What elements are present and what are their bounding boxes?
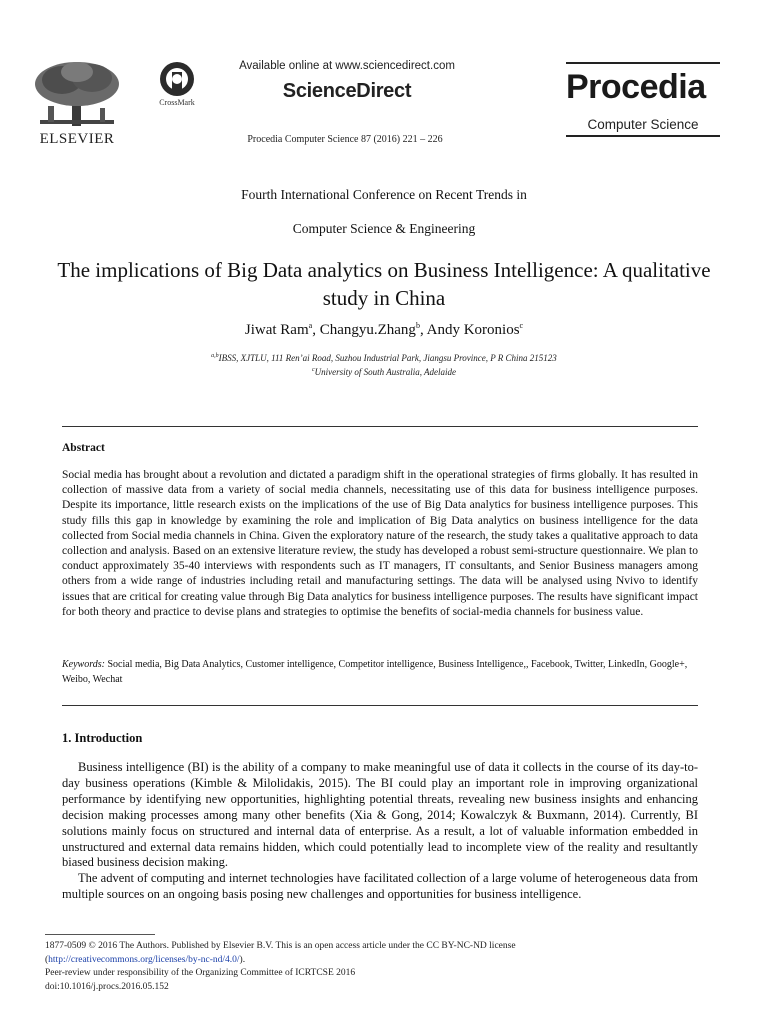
conference-line-1: Fourth International Conference on Recent Trends in: [241, 187, 527, 202]
keywords-text: Social media, Big Data Analytics, Customer intelligence, Competitor intelligence, Business Intelligence,, Facebook, Twitter, LinkedIn, Google+, Weibo, Wechat: [62, 659, 688, 685]
conference-line-2: Computer Science & Engineering: [292, 221, 476, 236]
affiliation-text: IBSS, XJTLU, 111 Ren’ai Road, Suzhou Industrial Park, Jiangsu Province, P R China 215123: [218, 353, 557, 363]
author-name: Changyu.Zhang: [319, 322, 416, 338]
affiliation-mark: a,b: [211, 353, 219, 359]
affiliation-2: [60, 367, 708, 377]
procedia-logo-subtitle: Computer Science: [587, 117, 699, 132]
available-online-text: Available online at www.sciencedirect.com: [239, 60, 455, 72]
footer-notes: [45, 940, 705, 994]
abstract-body: Social media has brought about a revolution and dictated a paradigm shift in the operational strategies of firms globally. It has resulted in collection of massive data from a variety of social media channels, necessitating use of this data for business intelligence purposes. Despite its importance, little research exists on the implications of the use of Big Data analytics for business intelligence purposes. This study fills this gap in knowledge by examining the role and implication of Big Data analytics on business intelligence for the data collected from Social media channels in China. Given the exploratory nature of the research, the study takes a qualitative approach to data collection and analysis. Based on an extensive literature review, the study has developed a robust semi-structure questionnaire. We plan to conduct approximately 35-40 interviews with respondents such as IT managers, IT consultants, and Senior Business managers among others from a wide range of industries including retail and manufacturing settings. The data will be analysed using Nvivo to identify issues that are critical for creating value through Big Data analytics for business intelligence purposes. The results have significant impact for both theory and practice to devise plans and strategies to optimise the benefits of social-media channels for business value.: [62, 469, 698, 618]
author-affiliation-mark: c: [519, 321, 524, 330]
keywords-label: Keywords:: [62, 659, 105, 670]
abstract-bottom-rule: [62, 705, 698, 706]
license-text: 1877-0509 © 2016 The Authors. Published by Elsevier B.V. This is an open access article under the CC BY-NC-ND license: [45, 941, 516, 951]
paper-title: The implications of Big Data analytics on Business Intelligence: A qualitative study in China: [57, 258, 711, 310]
affiliation-1: [60, 353, 708, 363]
author-affiliation-mark: a: [308, 321, 313, 330]
journal-reference: Procedia Computer Science 87 (2016) 221 – 226: [247, 134, 443, 145]
affiliation-text: University of South Australia, Adelaide: [314, 367, 457, 377]
peer-review-text: Peer-review under responsibility of the Organizing Committee of ICRTCSE 2016: [45, 968, 356, 978]
author-separator: ,: [419, 322, 427, 338]
author-list: [60, 321, 708, 339]
author-name: Andy Koronios: [426, 322, 520, 338]
author-affiliation-mark: b: [415, 321, 420, 330]
author-name: Jiwat Ram: [244, 322, 309, 338]
procedia-top-rule: [566, 62, 720, 64]
license-link[interactable]: http://creativecommons.org/licenses/by-nc-nd/4.0/: [48, 954, 240, 965]
paragraph: Business intelligence (BI) is the ability of a company to make meaningful use of data it collects in the course of its day-to-day business operations (Kimble & Milolidakis, 2015). The BI could play an important role in improving organizational performance by identifying new opportunities, highlighting potential threats, revealing new business insights and enhancing decision making processes among many other benefits (Xia & Gong, 2014; Kowalczyk & Buxmann, 2014). Currently, BI solutions mainly focus on structured and internal data of enterprise. As a result, a lot of valuable information embedded in unstructured and external data remains hidden, which could potentially lead to incomplete view of the reality and resultantly biased business decision making.: [62, 760, 698, 870]
footnote-rule: [45, 934, 155, 935]
keywords: [62, 658, 698, 687]
introduction-body: [62, 760, 698, 903]
sciencedirect-logo[interactable]: ScienceDirect: [282, 80, 412, 102]
section-heading-introduction: 1. Introduction: [62, 731, 143, 745]
paragraph: The advent of computing and internet technologies have facilitated collection of a large volume of heterogeneous data from multiple sources on an ongoing basis posing new challenges and opportunities for business intelligence.: [62, 871, 698, 902]
procedia-logo-title: Procedia: [566, 68, 706, 106]
abstract-heading: Abstract: [62, 442, 105, 454]
procedia-bottom-rule: [566, 135, 720, 137]
abstract-top-rule: [62, 426, 698, 427]
publisher-logo-text: ELSEVIER: [39, 131, 115, 147]
author-separator: ,: [312, 322, 320, 338]
affiliation-mark: c: [311, 367, 315, 373]
license-link-line: (http://creativecommons.org/licenses/by-nc-nd/4.0/).: [45, 954, 246, 965]
crossmark-label: CrossMark: [159, 98, 195, 107]
doi-text[interactable]: doi:10.1016/j.procs.2016.05.152: [45, 981, 169, 992]
